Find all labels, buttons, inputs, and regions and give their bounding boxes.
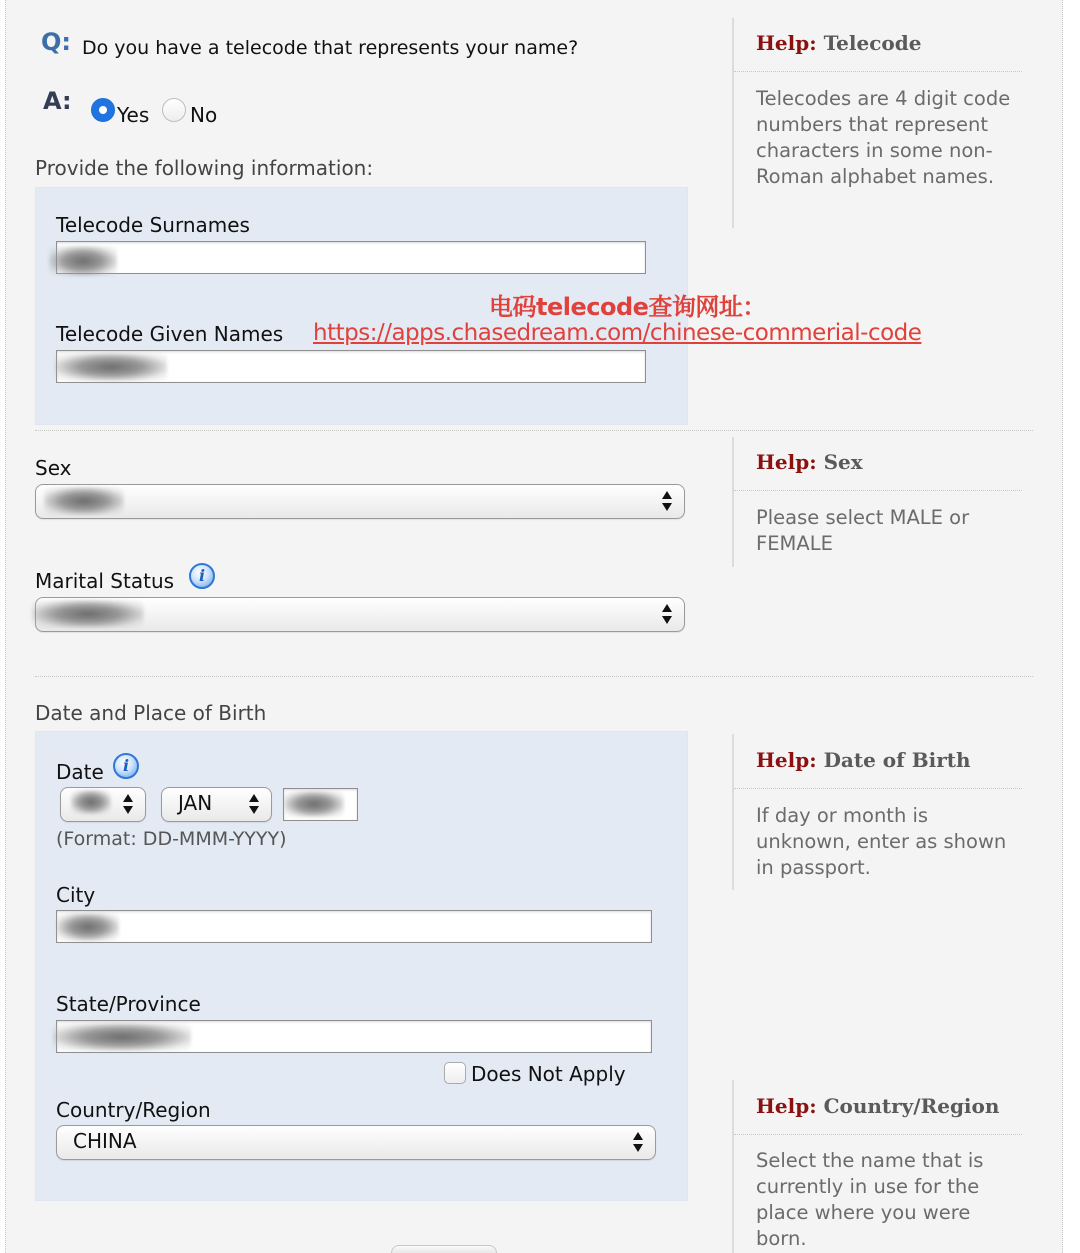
help-dob-title — [756, 748, 971, 772]
birth-city-input[interactable] — [56, 910, 652, 943]
partial-button[interactable] — [391, 1245, 497, 1253]
help-sex-title — [756, 450, 863, 474]
help-dob-text: If day or month is unknown, enter as shown in passport. — [756, 804, 1007, 879]
redacted-value — [49, 246, 117, 276]
telecode-question: Do you have a telecode that represents your name? — [82, 37, 579, 59]
help-prefix: Help: — [756, 31, 817, 55]
sex-select[interactable] — [35, 484, 685, 519]
section-divider — [35, 676, 1033, 677]
help-telecode-title — [756, 31, 921, 55]
help-prefix: Help: — [756, 1094, 817, 1118]
birth-country-value: CHINA — [73, 1129, 137, 1153]
does-not-apply-checkbox[interactable] — [444, 1062, 466, 1084]
does-not-apply-label[interactable]: Does Not Apply — [471, 1062, 626, 1086]
birth-panel — [35, 731, 688, 1201]
sex-label: Sex — [35, 456, 72, 480]
help-divider — [732, 1080, 734, 1253]
telecode-surnames-label: Telecode Surnames — [56, 213, 250, 237]
redacted-value — [57, 913, 119, 941]
birth-day-select[interactable] — [60, 787, 146, 822]
select-arrows-icon — [123, 794, 133, 816]
marital-status-label: Marital Status — [35, 569, 175, 593]
select-arrows-icon — [633, 1132, 643, 1154]
birth-year-input[interactable] — [283, 788, 358, 821]
telecode-given-names-input[interactable] — [56, 350, 646, 383]
birth-state-input[interactable] — [56, 1020, 652, 1053]
select-arrows-icon — [662, 604, 672, 626]
select-arrows-icon — [662, 491, 672, 513]
redacted-value — [32, 600, 144, 628]
help-country-text: Select the name that is currently in use for the place where you were born. — [756, 1149, 984, 1250]
marital-status-select[interactable] — [35, 597, 685, 632]
help-prefix: Help: — [756, 450, 817, 474]
help-divider — [732, 734, 734, 890]
help-separator — [734, 1134, 1022, 1135]
help-topic: Country/Region — [823, 1094, 1000, 1118]
help-separator — [734, 490, 1022, 491]
birth-country-select[interactable] — [56, 1125, 656, 1160]
help-topic: Date of Birth — [823, 748, 971, 772]
date-format-hint: (Format: DD-MMM-YYYY) — [56, 828, 287, 850]
help-telecode-text: Telecodes are 4 digit code numbers that represent characters in some non-Roman alphabet names. — [756, 87, 1011, 188]
info-icon[interactable]: i — [189, 563, 215, 589]
help-divider — [732, 18, 734, 228]
help-country-title — [756, 1094, 999, 1118]
question-mark-label: Q: — [41, 28, 71, 56]
help-separator — [734, 71, 1022, 72]
redacted-value — [53, 1023, 191, 1051]
help-topic: Telecode — [823, 31, 922, 55]
help-separator — [734, 788, 1022, 789]
watermark-url[interactable]: https://apps.chasedream.com/chinese-commerial-code — [313, 320, 922, 346]
answer-mark-label: A: — [43, 87, 72, 115]
form-page — [5, 0, 1063, 1253]
yes-label[interactable]: Yes — [117, 103, 150, 127]
redacted-value — [55, 353, 167, 381]
no-label[interactable]: No — [190, 103, 218, 127]
provide-info-label: Provide the following information: — [35, 156, 374, 180]
state-province-label: State/Province — [56, 992, 201, 1016]
watermark-title: 电码telecode查询网址： — [489, 293, 766, 321]
help-divider — [732, 437, 734, 567]
redacted-value — [284, 791, 344, 817]
help-sex-text: Please select MALE or FEMALE — [756, 506, 970, 555]
city-label: City — [56, 883, 96, 907]
redacted-value — [44, 487, 124, 515]
birth-month-select[interactable] — [161, 787, 272, 822]
country-region-label: Country/Region — [56, 1098, 211, 1122]
date-label: Date — [56, 760, 104, 784]
yes-radio[interactable] — [91, 98, 115, 122]
birth-section-label: Date and Place of Birth — [35, 701, 267, 725]
help-topic: Sex — [823, 450, 863, 474]
telecode-given-names-label: Telecode Given Names — [56, 322, 284, 346]
info-icon[interactable]: i — [113, 753, 139, 779]
redacted-value — [71, 790, 111, 814]
birth-month-value: JAN — [178, 791, 213, 815]
select-arrows-icon — [249, 794, 259, 816]
help-prefix: Help: — [756, 748, 817, 772]
telecode-surnames-input[interactable] — [56, 241, 646, 274]
no-radio[interactable] — [162, 98, 186, 122]
section-divider — [35, 430, 1033, 431]
